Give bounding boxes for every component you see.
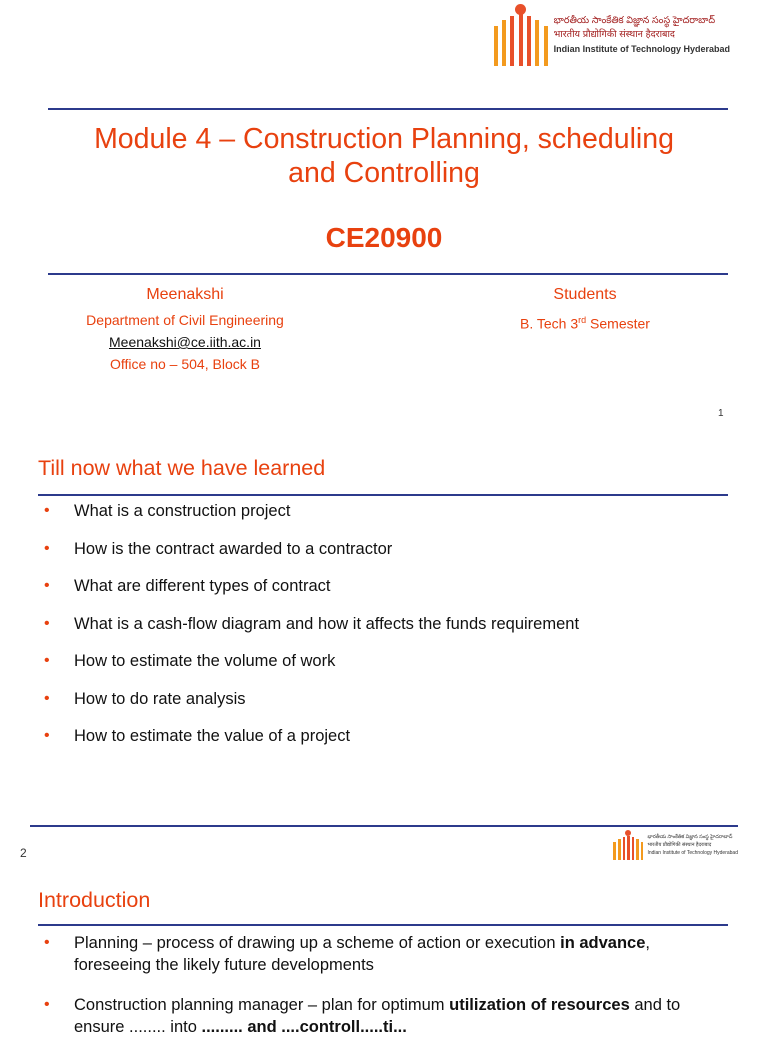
audience-label: Students [553, 286, 617, 303]
audience-program: B. Tech 3rd Semester [520, 315, 650, 332]
list-item: • Planning – process of drawing up a scheme of action or execution in advance, foreseeing the likely future developments [40, 932, 728, 976]
iith-emblem-icon [494, 4, 548, 66]
instructor-department: Department of Civil Engineering [86, 312, 284, 328]
list-item: • What is a cash-flow diagram and how it affects the funds requirement [40, 613, 728, 635]
list-item: • How to estimate the value of a project [40, 725, 728, 747]
instructor-email-link[interactable]: Meenakshi@ce.iith.ac.in [109, 334, 261, 350]
audience-block [470, 283, 700, 335]
logo-text-english: Indian Institute of Technology Hyderabad [647, 850, 738, 856]
list-item: • What are different types of contract [40, 575, 728, 597]
logo-text-telugu: భారతీయ సాంకేతిక విజ్ఞాన సంస్థ హైదరాబాద్ [553, 15, 716, 26]
heading-divider [38, 494, 728, 496]
module-title-line-2: and Controlling [288, 157, 480, 189]
logo-text-hindi: भारतीय प्रौद्योगिकी संस्थान हैदराबाद [647, 842, 712, 848]
title-top-divider [48, 108, 728, 110]
slide-2 [0, 420, 768, 828]
slide-3 [0, 828, 768, 1036]
list-item: • Construction planning manager – plan for optimum utilization of resources and to ensure ........ into ......... and ....controll.....ti... [40, 994, 728, 1038]
list-item: • What is a construction project [40, 500, 728, 522]
list-item: • How is the contract awarded to a contractor [40, 538, 728, 560]
logo-text-telugu: భారతీయ సాంకేతిక విజ్ఞాన సంస్థ హైదరాబాద్ [647, 834, 733, 840]
instructor-name: Meenakshi [146, 286, 224, 303]
slide-1 [0, 0, 768, 420]
page-number: 1 [718, 408, 724, 419]
slide-heading: Till now what we have learned [38, 456, 326, 480]
logo-text-hindi: भारतीय प्रौद्योगिकी संस्थान हैदराबाद [553, 29, 675, 40]
learned-topics-list [40, 500, 728, 747]
module-title-line-1: Module 4 – Construction Planning, scheduling [94, 123, 674, 155]
title-bottom-divider [48, 273, 728, 275]
course-code: CE20900 [325, 222, 443, 253]
slide-heading: Introduction [38, 888, 151, 912]
instructor-block [70, 283, 300, 375]
page-number: 2 [20, 846, 27, 860]
iith-emblem-icon [613, 830, 643, 860]
iith-logo [494, 4, 730, 66]
list-item: • How to estimate the volume of work [40, 650, 728, 672]
slide-bottom-divider [30, 825, 738, 827]
iith-logo [613, 830, 738, 860]
list-item: • How to do rate analysis [40, 688, 728, 710]
logo-text-english: Indian Institute of Technology Hyderabad [553, 44, 730, 54]
heading-divider [38, 924, 728, 926]
instructor-office: Office no – 504, Block B [110, 356, 260, 372]
introduction-list [40, 932, 728, 1038]
